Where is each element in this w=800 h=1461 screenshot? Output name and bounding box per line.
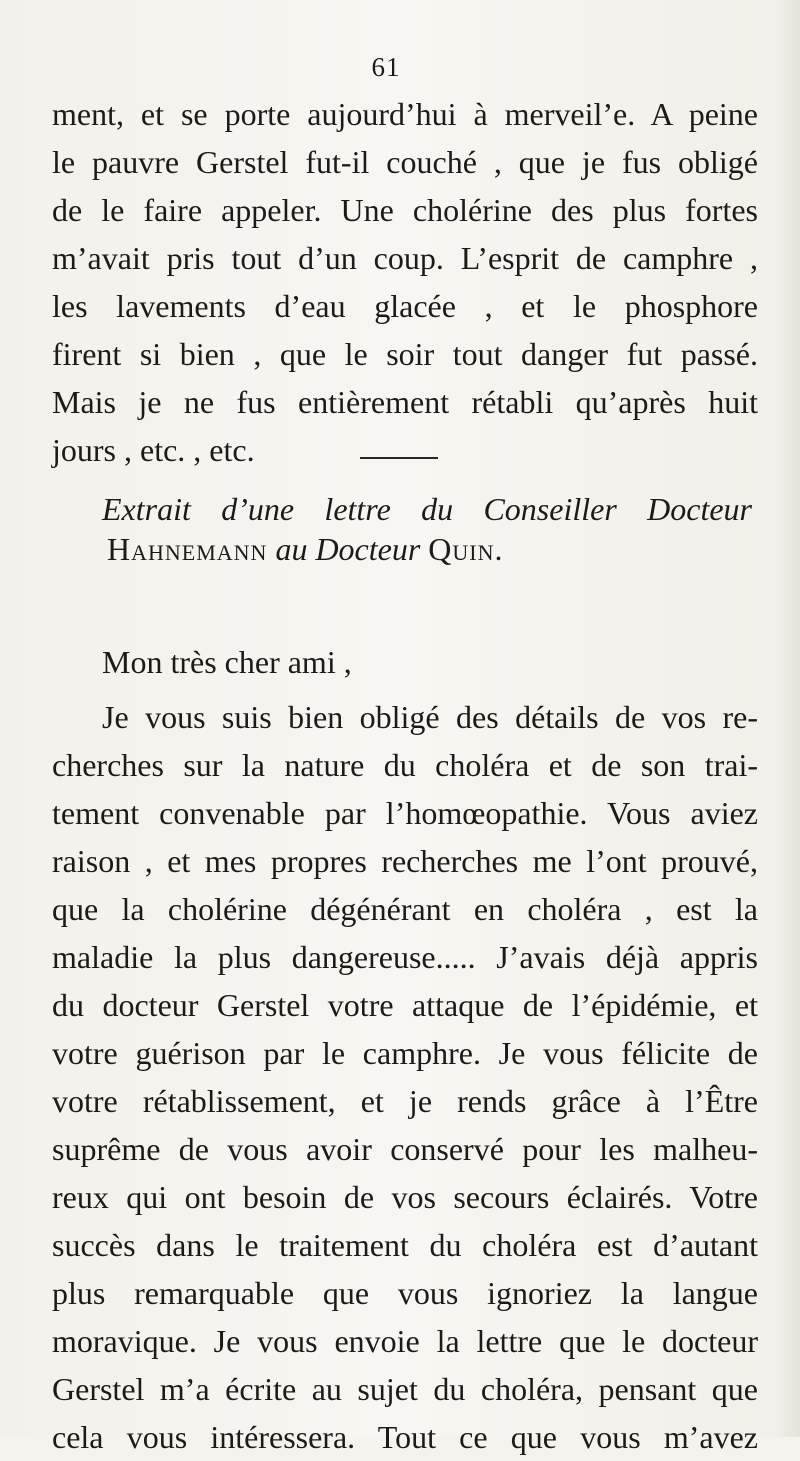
text-line: plus remarquable que vous ignoriez la langue — [52, 1275, 758, 1311]
heading-line-2 — [102, 529, 752, 569]
page-number: 61 — [371, 52, 401, 82]
text-line: le pauvre Gerstel fut-il couché , que je fus obligé — [52, 144, 758, 180]
letter-heading — [102, 489, 752, 569]
text-line: votre guérison par le camphre. Je vous félicite de — [52, 1035, 758, 1071]
text-line: du docteur Gerstel votre attaque de l’épidémie, et — [52, 987, 758, 1023]
text-line: Mais je ne fus entièrement rétabli qu’après huit — [52, 384, 758, 420]
text-line: Gerstel m’a écrite au sujet du choléra, pensant que — [52, 1371, 758, 1407]
text-line: suprême de vous avoir conservé pour les malheu- — [52, 1131, 758, 1167]
text-line: ment, et se porte aujourd’hui à merveil’e. A peine — [52, 96, 758, 132]
heading-connector: au Docteur — [275, 531, 421, 567]
text-line: tement convenable par l’homœopathie. Vous aviez — [52, 795, 758, 831]
text-line: maladie la plus dangereuse..... J’avais déjà appris — [52, 939, 758, 975]
text-line: succès dans le traitement du choléra est d’autant — [52, 1227, 758, 1263]
heading-recipient: Quin. — [428, 531, 504, 567]
text-line: Je vous suis bien obligé des détails de vos re- — [102, 699, 758, 735]
text-line: reux qui ont besoin de vos secours éclairés. Votre — [52, 1179, 758, 1215]
text-line: moravique. Je vous envoie la lettre que le docteur — [52, 1323, 758, 1359]
text-line: votre rétablissement, et je rends grâce à l’Être — [52, 1083, 758, 1119]
heading-line: Extrait d’une lettre du Conseiller Docteur — [102, 491, 752, 527]
text-line: cherches sur la nature du choléra et de son trai- — [52, 747, 758, 783]
text-line: les lavements d’eau glacée , et le phosphore — [52, 288, 758, 324]
letter-body — [52, 693, 758, 1461]
text-line: jours , etc. , etc. — [52, 432, 255, 468]
page-edge-shadow — [776, 0, 800, 1437]
text-line: de le faire appeler. Une cholérine des plus fortes — [52, 192, 758, 228]
letter-salutation: Mon très cher ami , — [102, 644, 352, 680]
text-line: que la cholérine dégénérant en choléra , est la — [52, 891, 758, 927]
heading-author: Hahnemann — [107, 531, 268, 567]
text-line: firent si bien , que le soir tout danger fut passé. — [52, 336, 758, 372]
text-line: cela vous intéressera. Tout ce que vous m’avez — [52, 1419, 758, 1455]
section-divider — [360, 457, 438, 459]
text-line: raison , et mes propres recherches me l’ont prouvé, — [52, 843, 758, 879]
text-line: m’avait pris tout d’un coup. L’esprit de camphre , — [52, 240, 758, 276]
paragraph-continuation — [52, 90, 758, 474]
